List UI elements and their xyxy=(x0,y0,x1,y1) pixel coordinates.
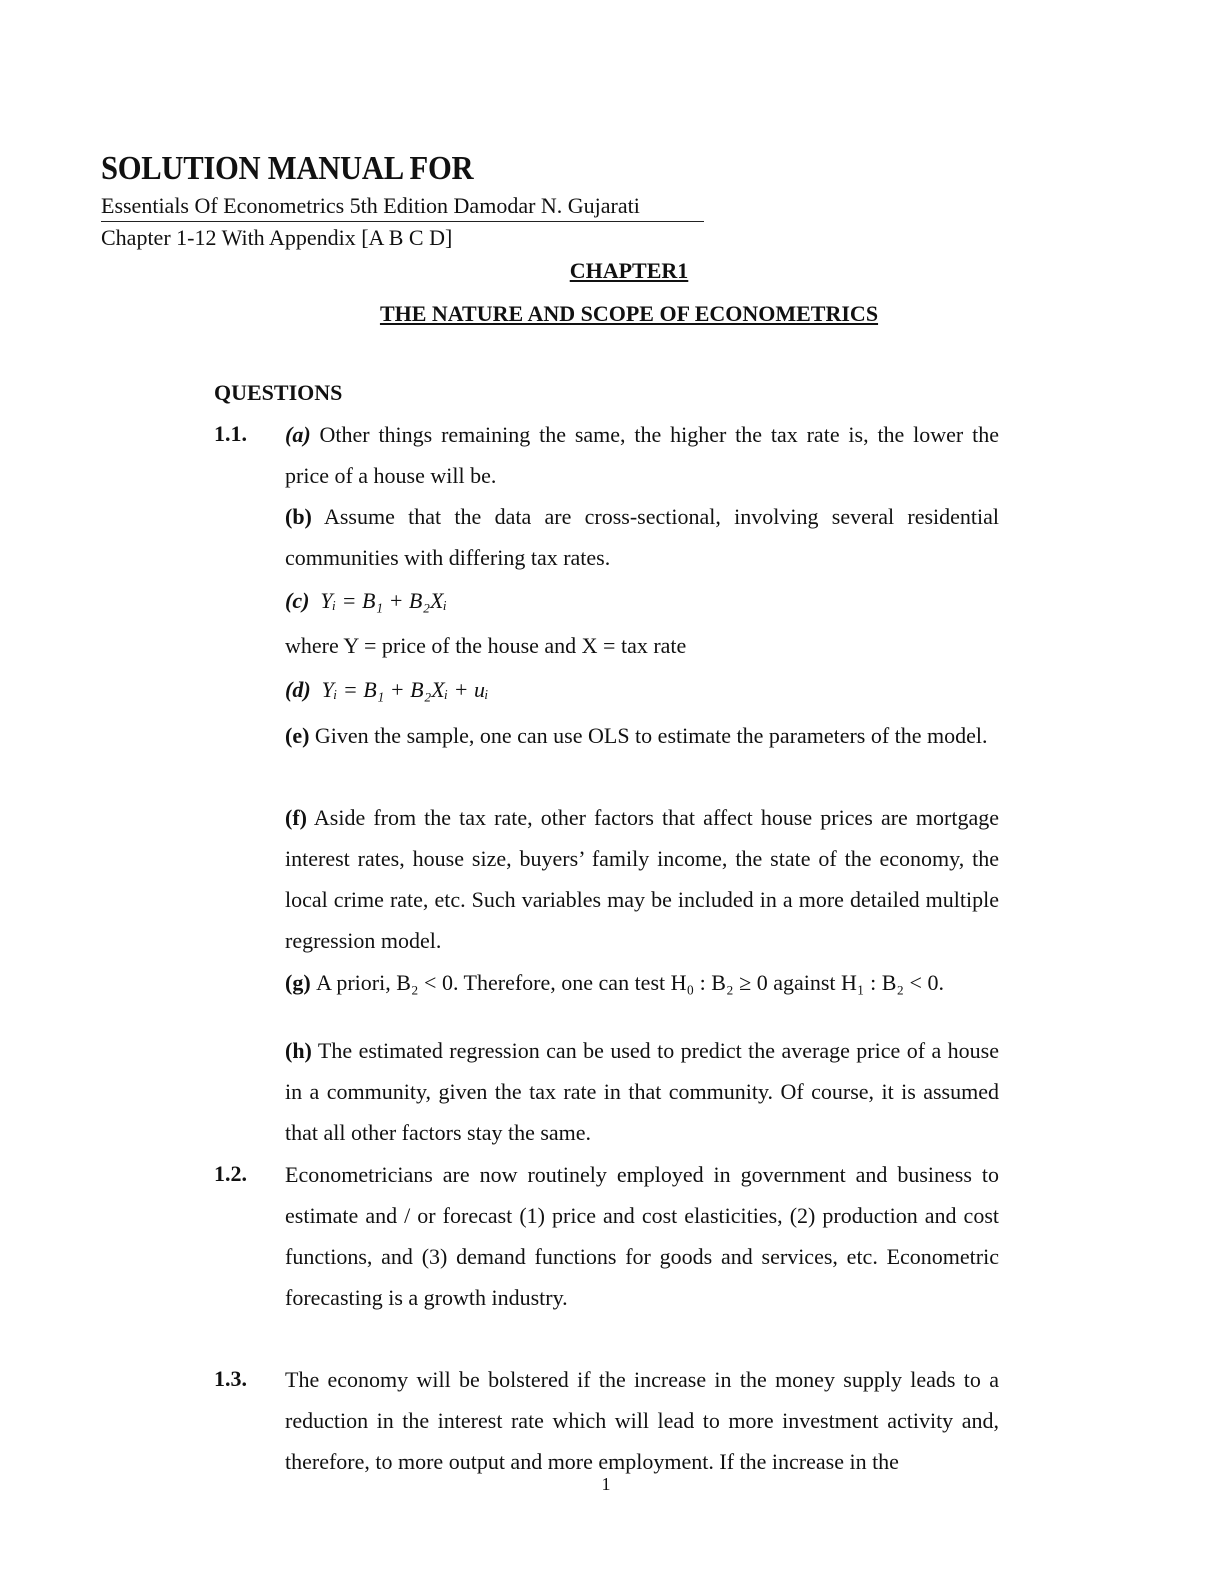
answer-1-1-g xyxy=(285,970,944,996)
answer-1-2: Econometricians are now routinely employed in government and business to estimate and / or forecast (1) price and cost elasticities, (2) production and cost functions, and (3) demand functions for goods and services, etc. Econometric forecasting is a growth industry. xyxy=(285,1162,999,1310)
question-number-1-2: 1.2. xyxy=(214,1161,247,1186)
book-title-line: Essentials Of Econometrics 5th Edition Damodar N. Gujarati xyxy=(101,193,704,222)
equation-c: Yᵢ = B₁ + B₂Xᵢ xyxy=(320,588,447,613)
answer-1-1-a xyxy=(285,414,999,496)
answer-1-1-e xyxy=(285,715,999,756)
page-number: 1 xyxy=(601,1474,611,1494)
question-number-1-1: 1.1. xyxy=(214,421,247,446)
chapter-title: THE NATURE AND SCOPE OF ECONOMETRICS xyxy=(379,301,879,326)
label-b: (b) xyxy=(285,504,312,529)
text-b: Assume that the data are cross-sectional, involving several residential communities with differing tax rates. xyxy=(285,504,999,570)
label-g: (g) xyxy=(285,970,311,995)
label-h: (h) xyxy=(285,1038,312,1063)
answer-1-1-c xyxy=(285,588,447,614)
answer-1-1-d xyxy=(285,677,488,703)
text-f: Aside from the tax rate, other factors that affect house prices are mortgage interest rates, house size, buyers’ family income, the state of the economy, the local crime rate, etc. Such variables may be included in a more detailed multiple regression model. xyxy=(285,805,999,953)
text-a: Other things remaining the same, the higher the tax rate is, the lower the price of a house will be. xyxy=(285,422,999,488)
chapters-line: Chapter 1-12 With Appendix [A B C D] xyxy=(101,225,453,250)
answer-1-1-h xyxy=(285,1030,999,1153)
text-e: Given the sample, one can use OLS to estimate the parameters of the model. xyxy=(309,723,988,748)
label-f: (f) xyxy=(285,805,307,830)
answer-1-1-f xyxy=(285,797,999,961)
answer-1-3: The economy will be bolstered if the increase in the money supply leads to a reduction in the interest rate which will lead to more investment activity and, therefore, to more output and more employment. If the increase in the xyxy=(285,1367,999,1474)
chapter-label: CHAPTER1 xyxy=(569,258,689,283)
equation-d: Yᵢ = B₁ + B₂Xᵢ + uᵢ xyxy=(321,677,489,702)
label-c: (c) xyxy=(285,588,310,613)
answer-1-1-b xyxy=(285,496,999,578)
label-a: (a) xyxy=(285,422,311,447)
label-e: (e) xyxy=(285,723,310,748)
text-h: The estimated regression can be used to predict the average price of a house in a community, given the tax rate in that community. Of course, it is assumed that all other factors stay the same. xyxy=(285,1038,999,1145)
label-d: (d) xyxy=(285,677,311,702)
manual-title: SOLUTION MANUAL FOR xyxy=(101,150,474,187)
section-heading: QUESTIONS xyxy=(214,380,343,405)
question-number-1-3: 1.3. xyxy=(214,1366,247,1391)
where-line: where Y = price of the house and X = tax rate xyxy=(285,633,687,658)
text-g: A priori, B₂ < 0. Therefore, one can test H₀ : B₂ ≥ 0 against H₁ : B₂ < 0. xyxy=(316,970,944,995)
